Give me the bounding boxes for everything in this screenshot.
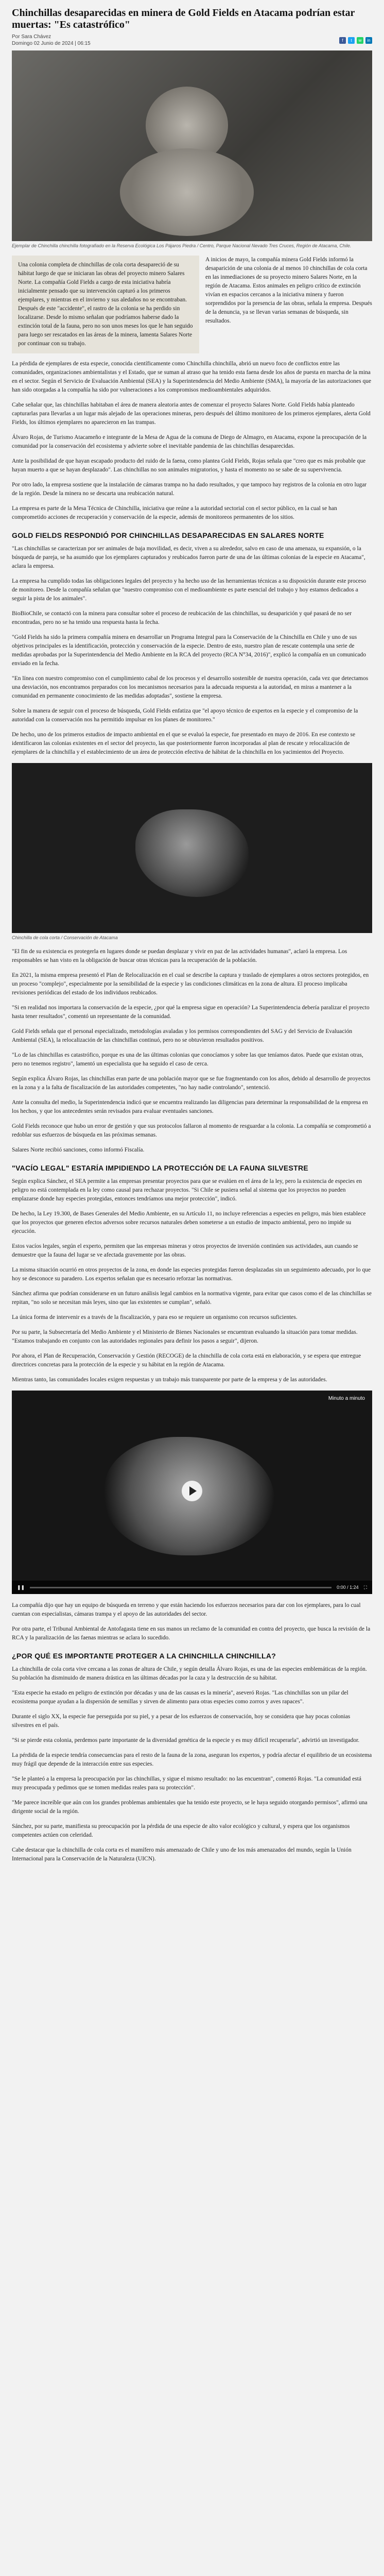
paragraph: Mientras tanto, las comunidades locales exigen respuestas y un trabajo más transparente por parte de la empresa y de las autoridades.: [12, 1377, 327, 1383]
paragraph: Sánchez afirma que podrían considerarse en un futuro análisis legal cambios en la normativa vigente, para evitar que casos como el de las chinchillas se repitan, "no solo se necesitan más leyes, sino que las existentes se cumplan", señaló.: [12, 1291, 372, 1306]
pause-icon[interactable]: ❚❚: [17, 1584, 25, 1590]
paragraph: La misma situación ocurrió en otros proyectos de la zona, en donde las especies protegidas fueron desplazadas sin un seguimiento adecuado, por lo que hoy se desconoce su paradero. Los expertos señalan que es necesario reforzar las normativas.: [12, 1267, 371, 1282]
paragraph: Por ahora, el Plan de Recuperación, Conservación y Gestión (RECOGE) de la chinchilla de cola corta está en elaboración, y se espera que entregue directrices concretas para la protección de la especie y su hábitat en la región de Atacama.: [12, 1353, 361, 1368]
section-2: [12, 1177, 372, 1384]
whatsapp-icon[interactable]: w: [357, 37, 363, 44]
paragraph: La pérdida de ejemplares de esta especie, conocida científicamente como Chinchilla chinchilla, abrió un nuevo foco de conflictos entre las comunidades, organizaciones ambientalistas y el Estado, que se suman al atraso que ha tenido esta faena desde los años de puesta en marcha de la mina en el sector. Según el Servicio de Evaluación Ambiental (SEA) y la Superintendencia del Medio Ambiente (SMA), la mayoría de las autorizaciones que han sido otorgadas a la compañía ha sido por vulneraciones a los compromisos medioambientales adquiridos.: [12, 361, 372, 393]
paragraph: "Si se pierde esta colonia, perdemos parte importante de la diversidad genética de la especie y es muy difícil recuperarla", advirtió un investigador.: [12, 1737, 360, 1743]
paragraph: Durante el siglo XX, la especie fue perseguida por su piel, y a pesar de los esfuerzos de conservación, hoy se considera que hay pocas colonias silvestres en el país.: [12, 1714, 351, 1728]
paragraph: Salares Norte recibió sanciones, como informó Fiscalía.: [12, 1147, 145, 1153]
paragraph: Según explica Álvaro Rojas, las chinchillas eran parte de una población mayor que se fue fragmentando con los años, debido al desarrollo de proyectos en la zona y a la falta de fiscalización de las autoridades competentes, "no hay nadie controlando", sentenció.: [12, 1076, 371, 1091]
section-1: [12, 545, 372, 757]
section-3: [12, 1665, 372, 1863]
paragraph: De hecho, uno de los primeros estudios de impacto ambiental en el que se evaluó la especie, fue presentado en mayo de 2016. En ese contexto se identificaron las colonias existentes en el sector del proyecto, las que posteriormente fueron incorporadas al plan de rescate y relocalización de ejemplares de la chinchilla y el establecimiento de un área de protección efectiva de hábitat de la chinchilla en los yacimientos del Proyecto.: [12, 732, 356, 755]
hero-caption: Ejemplar de Chinchilla chinchilla fotografiado en la Reserva Ecológica Los Pájaros Piedra / Centro, Parque Nacional Nevado Tres Cruces, Región de Atacama, Chile.: [12, 243, 352, 248]
video-progress[interactable]: [30, 1587, 331, 1588]
chinchilla-photo: [12, 763, 372, 933]
lead: [12, 256, 372, 353]
article-title: Chinchillas desaparecidas en minera de Gold Fields en Atacama podrían estar muertas: "Es catastrófico": [12, 7, 355, 30]
paragraph: "Me parece increíble que aún con los grandes problemas ambientales que ha tenido este proyecto, se le haya seguido otorgando permisos", afirmó una dirigente social de la región.: [12, 1800, 368, 1815]
play-icon[interactable]: [182, 1481, 202, 1501]
fullscreen-icon[interactable]: ⛶: [363, 1584, 367, 1590]
hero-image: [12, 50, 372, 241]
paragraph: En 2021, la misma empresa presentó el Plan de Relocalización en el cual se describe la captura y traslado de ejemplares a otros sectores protegidos, en un proceso "complejo", especialmente por la sensibilidad de la especie y las condiciones climáticas en la zona de altura. El proceso implicaba revisiones periódicas del estado de los individuos reubicados.: [12, 972, 369, 996]
paragraph: "Lo de las chinchillas es catastrófico, porque es una de las últimas colonias que conocíamos y sobre las que teníamos datos. Puede que existan otras, pero no tenemos registro", lamentó un especialista que ha seguido el caso de cerca.: [12, 1052, 363, 1067]
body-c: [12, 1601, 372, 1642]
paragraph: Sobre la manera de seguir con el proceso de búsqueda, Gold Fields enfatiza que "el apoyo técnico de expertos en la especie y el compromiso de la autoridad con la conservación nos ha permitido impulsar en los planes de monitoreo.": [12, 708, 358, 723]
paragraph: Cabe señalar que, las chinchillas habitaban el área de manera aleatoria antes de comenzar el proyecto Salares Norte. Gold Fields había planteado capturarlas para llevarlas a un lugar más alejado de las operaciones mineras, pero después del último monitoreo de los primeros ejemplares, alerta Gold Fields, los últimos ejemplares no aparecieron en las trampas.: [12, 402, 371, 426]
lead-text: A inicios de mayo, la compañía minera Gold Fields informó la desaparición de una colonia de al menos 10 chinchillas de cola corta en las inmediaciones de su proyecto minero Salares Norte, en la región de Atacama. Estos animales en peligro crítico de extinción vivían en espacios cercanos a la iniciativa minera y fueron sorprendidos por la presencia de las obras, señala la empresa. Después de la denuncia, ya se llevan varias semanas de búsqueda, sin resultados.: [205, 257, 372, 324]
author[interactable]: Por Sara Chávez: [12, 34, 51, 40]
paragraph: Álvaro Rojas, de Turismo Atacameño e integrante de la Mesa de Agua de la comuna de Diego de Almagro, en Atacama, expone la preocupación de la comunidad por la conservación del ecosistema y advierte sobre el inevitable pandemia de las chinchillas desaparecidas.: [12, 434, 367, 449]
lead-summary: Una colonia completa de chinchillas de cola corta desapareció de su hábitat luego de que se iniciaran las obras del proyecto minero Salares Norte. La compañía Gold Fields a cargo de esta iniciativa habría inicialmente pensado que su intervención capturó a los primeros ejemplares, y mientras en el invierno y sus aledaños no se encontraban. Después de este "accidente", el rastro de la colonia se ha perdido sin localizarse. Desde lo mismo señalan que podríamos haberse dado la extinción total de la fauna, pero no son unos meses los que le han seguido para luego ser rescatados en las áreas de la minera, lamenta Salares Norte por continuar con su trabajo.: [12, 256, 199, 353]
paragraph: "Esta especie ha estado en peligro de extinción por décadas y una de las causas es la minería", aseveró Rojas. "Las chinchillas son un pilar del ecosistema porque ayudan a la dispersión de semillas y sirven de alimento para otras especies como zorros y aves rapaces".: [12, 1690, 348, 1705]
paragraph: "Se le planteó a la empresa la preocupación por las chinchillas, y sigue el mismo resultado: no las encuentran", comentó Rojas. "La comunidad está muy preocupada y pedimos que se tomen medidas reales para su protección".: [12, 1776, 361, 1791]
paragraph: "Las chinchillas se caracterizan por ser animales de baja movilidad, es decir, viven a su alrededor, salvo en caso de una amenaza, su expansión, o la búsqueda de pareja, se ha asumido que los ejemplares capturados y reubicados fueron parte de una de las últimas colonias de la especie en Atacama", aclara la empresa.: [12, 546, 365, 569]
video-time: 0:00 / 1:24: [337, 1585, 359, 1590]
paragraph: Gold Fields señala que el personal especializado, metodologías avaladas y los permisos correspondientes del SAG y del Servicio de Evaluación Ambiental (SEA), la relocalización de las chinchillas continuó, pero no se obtuvieron resultados positivos.: [12, 1028, 353, 1043]
paragraph: Por su parte, la Subsecretaría del Medio Ambiente y el Ministerio de Bienes Nacionales se encuentran evaluando la situación para tomar medidas. "Estamos trabajando en conjunto con las autoridades regionales para definir los pasos a seguir", dijeron.: [12, 1329, 358, 1344]
paragraph: Gold Fields reconoce que hubo un error de gestión y que sus protocolos fallaron al momento de resguardar a la colonia. La compañía se comprometió a redoblar sus esfuerzos de búsqueda en las próximas semanas.: [12, 1123, 371, 1138]
paragraph: "El fin de su existencia es protegerla en lugares donde se puedan desplazar y vivir en paz de las actividades humanas", aclaró la empresa. Los responsables se han visto en la obligación de buscar otras técnicas para la recuperación de la población.: [12, 948, 347, 963]
paragraph: BioBioChile, se contactó con la minera para consultar sobre el proceso de reubicación de las chinchillas, su desaparición y qué pasará de no ser encontradas, pero no se ha tenido una respuesta hasta la fecha.: [12, 611, 352, 625]
paragraph: Sánchez, por su parte, manifiesta su preocupación por la pérdida de una especie de alto valor ecológico y cultural, y espera que los organismos competentes actúen con celeridad.: [12, 1823, 350, 1838]
paragraph: La única forma de intervenir es a través de la fiscalización, y para eso se requiere un organismo con recursos suficientes.: [12, 1314, 298, 1320]
paragraph: La chinchilla de cola corta vive cercana a las zonas de altura de Chile, y según detalla Álvaro Rojas, es una de las especies emblemáticas de la región. Su población ha disminuido de manera drástica en las últimas décadas por la caza y la destrucción de su hábitat.: [12, 1666, 367, 1681]
paragraph: Cabe destacar que la chinchilla de cola corta es el mamífero más amenazado de Chile y uno de los más amenazados del mundo, según la Unión Internacional para la Conservación de la Naturaleza (UICN).: [12, 1847, 352, 1862]
paragraph: La empresa es parte de la Mesa Técnica de Chinchilla, iniciativa que reúne a la autoridad sectorial con el sector público, en la cual se han comprometido acciones de recuperación y conservación de la especie, además de monitoreos permanentes de los sitios.: [12, 505, 337, 520]
paragraph: "Gold Fields ha sido la primera compañía minera en desarrollar un Programa Integral para la Conservación de la Chinchilla en Chile y uno de sus objetivos principales es la identificación, protección y conservación de la especie. Dentro de esto, nuestro plan de rescate contempla una serie de medidas aprobadas por la Superintendencia del Medio Ambiente en la RCA del proyecto (RCA N°34, 2016)", explicó la compañía en un comunicado enviado en la fecha.: [12, 634, 366, 667]
date: Domingo 02 Junio de 2024 | 06:15: [12, 41, 91, 46]
video-player[interactable]: [12, 1391, 372, 1594]
photo-caption: Chinchilla de cola corta / Conservación de Atacama: [12, 935, 118, 940]
twitter-icon[interactable]: t: [348, 37, 355, 44]
byline: [12, 34, 372, 46]
section-title: ¿POR QUÉ ES IMPORTANTE PROTEGER A LA CHINCHILLA CHINCHILLA?: [12, 1652, 276, 1660]
video-controls: [12, 1581, 372, 1594]
paragraph: La compañía dijo que hay un equipo de búsqueda en terreno y que están haciendo los esfuerzos necesarios para dar con los ejemplares, para lo cual cuentan con especialistas, cámaras trampa y el apoyo de las autoridades del sector.: [12, 1602, 361, 1617]
paragraph: "Si en realidad nos importara la conservación de la especie, ¿por qué la empresa sigue en operación? La Superintendencia debería paralizar el proyecto hasta tener resultados", comentó un representante de la comunidad.: [12, 1005, 370, 1020]
paragraph: Estos vacíos legales, según el experto, permiten que las empresas mineras y otros proyectos de inversión continúen sus actividades, aun cuando se demuestre que la fauna del lugar se ve afectada gravemente por las obras.: [12, 1243, 358, 1258]
paragraph: La empresa ha cumplido todas las obligaciones legales del proyecto y ha hecho uso de las herramientas técnicas a su disposición durante este proceso de monitoreo. Desde la compañía señalan que "nuestro compromiso con el medioambiente es parte esencial del trabajo y hoy estamos dedicados a seguir la pista de los animales".: [12, 578, 366, 602]
paragraph: Ante la consulta del medio, la Superintendencia indicó que se encuentra realizando las diligencias para determinar la responsabilidad de la empresa en los hechos, y que los antecedentes serán revisados para evaluar eventuales sanciones.: [12, 1099, 368, 1114]
body-b: [12, 947, 372, 1155]
paragraph: Por otro lado, la empresa sostiene que la instalación de cámaras trampa no ha dado resultados, y que tampoco hay registros de la colonia en otro lugar de la región. Desde la minera no se descarta una reubicación natural.: [12, 482, 367, 497]
paragraph: De hecho, la Ley 19.300, de Bases Generales del Medio Ambiente, en su Artículo 11, no incluye referencias a especies en peligro, más bien establece que los proyectos que generen efectos adversos sobre recursos naturales deben someterse a un estudio de impacto ambiental, pero no impide su ejecución.: [12, 1211, 366, 1234]
share-bar: [339, 37, 372, 44]
paragraph: Según explica Sánchez, el SEA permite a las empresas presentar proyectos para que se evalúen en el área de la ley, pero la existencia de especies en peligro no está contemplada en la ley como causal para rechazar proyectos. "Si Chile se pusiera señal al sistema que los proyectos no pueden emplazarse donde hay especies protegidas, entonces tendríamos una mejor protección", indicó.: [12, 1178, 362, 1202]
linkedin-icon[interactable]: in: [365, 37, 372, 44]
section-title: GOLD FIELDS RESPONDIÓ POR CHINCHILLAS DESAPARECIDAS EN SALARES NORTE: [12, 531, 324, 539]
paragraph: "En línea con nuestro compromiso con el cumplimiento cabal de los procesos y el desarrollo sostenible de nuestra operación, cada vez que detectamos una desviación, nos encontramos preparados con los mecanismos necesarios para la adecuada respuesta a la autoridad, en miras a mantener a la comunidad en permanente conocimiento de las medidas adoptadas", sostiene la empresa.: [12, 675, 369, 699]
video-tag: Minuto a minuto: [328, 1396, 365, 1401]
article: [12, 0, 372, 1863]
paragraph: Por otra parte, el Tribunal Ambiental de Antofagasta tiene en sus manos un reclamo de la comunidad en contra del proyecto, que busca la revisión de la RCA y la paralización de las faenas mientras se aclara lo sucedido.: [12, 1626, 371, 1641]
paragraph: Ante la posibilidad de que hayan escapado producto del ruido de la faena, como plantea Gold Fields, Rojas señala que "creo que es más probable que hayan muerto a que se hayan desplazado". Las chinchillas no son animales migratorios, y hasta el momento no se sabe de su supervivencia.: [12, 458, 366, 473]
paragraph: La pérdida de la especie tendría consecuencias para el resto de la fauna de la zona, aseguran los expertos, y podría afectar el equilibrio de un ecosistema muy frágil que depende de la interacción entre sus especies.: [12, 1752, 372, 1767]
facebook-icon[interactable]: f: [339, 37, 346, 44]
body-a: [12, 360, 372, 522]
section-title: "VACÍO LEGAL" ESTARÍA IMPIDIENDO LA PROTECCIÓN DE LA FAUNA SILVESTRE: [12, 1164, 309, 1172]
